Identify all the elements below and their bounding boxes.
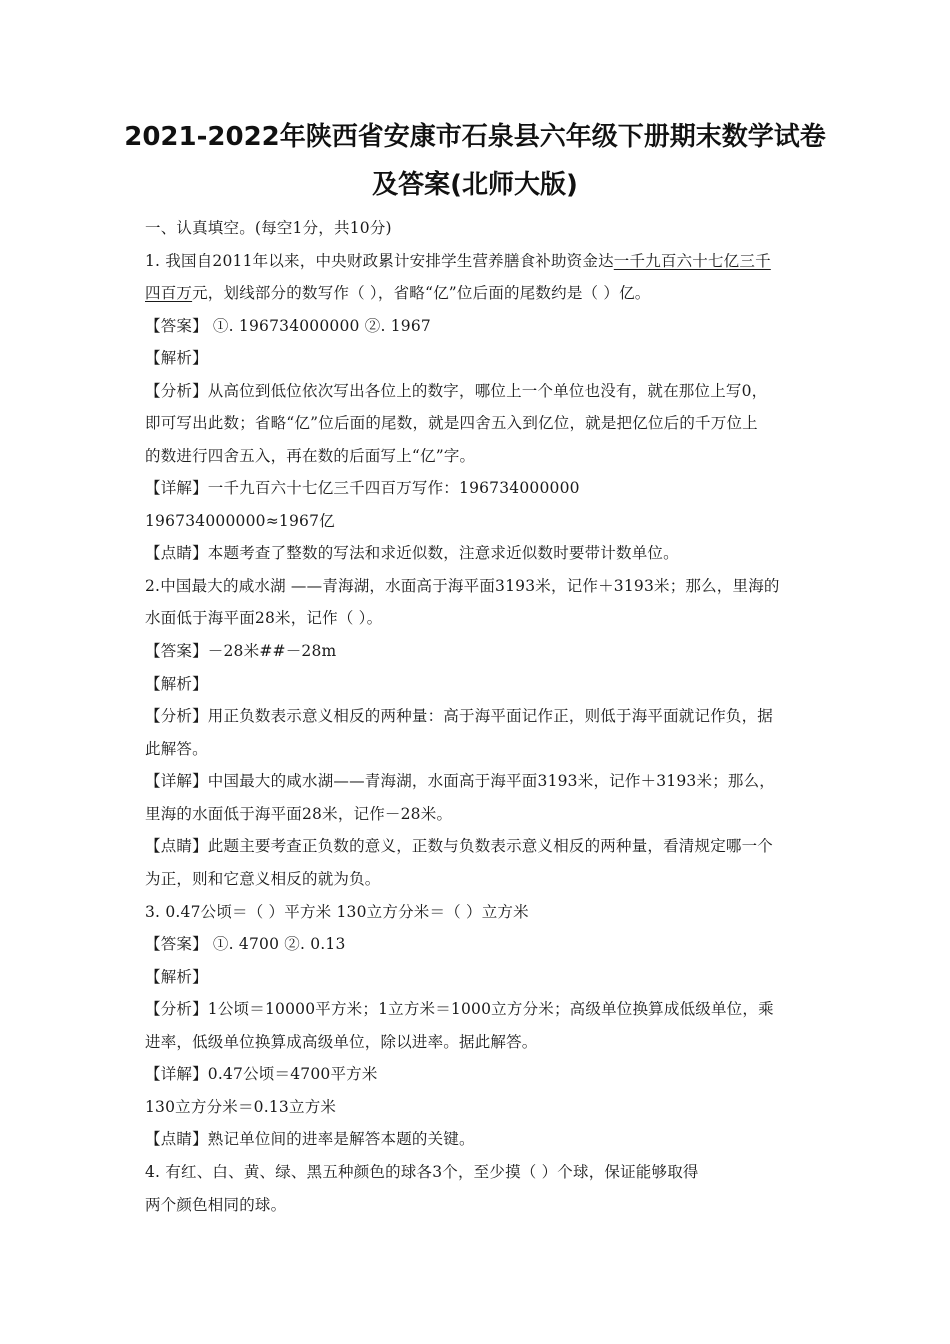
q1-fenxi-3: 的数进行四舍五入，再在数的后面写上“亿”字。	[145, 447, 476, 465]
q3-xiangjie-2: 130立方分米＝0.13立方米	[145, 1098, 337, 1116]
q1-underlined-number-cont: 四百万	[145, 284, 193, 302]
q2-dianjing-1: 【点睛】此题主要考查正负数的意义，正数与负数表示意义相反的两种量，看清规定哪一个	[145, 837, 774, 855]
q1-stem-line2	[145, 281, 650, 303]
q2-jiexi: 【解析】	[145, 675, 208, 693]
q2-fenxi-2: 此解答。	[145, 740, 208, 758]
q2-stem-line2: 水面低于海平面28米，记作（ ）。	[145, 609, 383, 627]
q2-stem-line1: 2.中国最大的咸水湖 ——青海湖，水面高于海平面3193米，记作＋3193米；那么，里海的	[145, 577, 780, 595]
q1-xiangjie-1: 【详解】一千九百六十七亿三千四百万写作：196734000000	[145, 479, 580, 497]
q3-fenxi-1: 【分析】1公顷＝10000平方米；1立方米＝1000立方分米；高级单位换算成低级单位，乘	[145, 1000, 774, 1018]
q3-jiexi: 【解析】	[145, 968, 208, 986]
q1-stem-text: 1. 我国自2011年以来，中央财政累计安排学生营养膳食补助资金达	[145, 252, 614, 270]
q3-stem: 3. 0.47公顷＝（ ）平方米 130立方分米＝（ ）立方米	[145, 903, 529, 921]
q2-dianjing-2: 为正，则和它意义相反的就为负。	[145, 870, 381, 888]
q4-stem-line2: 两个颜色相同的球。	[145, 1196, 287, 1214]
q1-answer: 【答案】 ①. 196734000000 ②. 1967	[145, 317, 431, 335]
q1-stem-line1	[145, 249, 771, 271]
q1-stem-text-cont: 元，划线部分的数写作（ ），省略“亿”位后面的尾数约是（ ）亿。	[192, 284, 651, 302]
q3-dianjing: 【点睛】熟记单位间的进率是解答本题的关键。	[145, 1130, 475, 1148]
q3-answer: 【答案】 ①. 4700 ②. 0.13	[145, 935, 346, 953]
doc-title-line2: 及答案(北师大版)	[372, 170, 578, 200]
q2-xiangjie-1: 【详解】中国最大的咸水湖——青海湖，水面高于海平面3193米，记作＋3193米；那么，	[145, 772, 775, 790]
q2-fenxi-1: 【分析】用正负数表示意义相反的两种量：高于海平面记作正，则低于海平面就记作负，据	[145, 707, 774, 725]
q2-xiangjie-2: 里海的水面低于海平面28米，记作－28米。	[145, 805, 453, 823]
q3-xiangjie-1: 【详解】0.47公顷＝4700平方米	[145, 1065, 378, 1083]
q1-underlined-number: 一千九百六十七亿三千	[613, 252, 771, 270]
q1-dianjing: 【点睛】本题考查了整数的写法和求近似数，注意求近似数时要带计数单位。	[145, 544, 679, 562]
q1-jiexi: 【解析】	[145, 349, 208, 367]
q4-stem-line1: 4. 有红、白、黄、绿、黑五种颜色的球各3个，至少摸（ ）个球，保证能够取得	[145, 1163, 699, 1181]
q1-fenxi-1: 【分析】从高位到低位依次写出各位上的数字，哪位上一个单位也没有，就在那位上写0，	[145, 382, 768, 400]
q1-fenxi-2: 即可写出此数；省略“亿”位后面的尾数，就是四舍五入到亿位，就是把亿位后的千万位上	[145, 414, 758, 432]
q2-answer: 【答案】－28米##－28m	[145, 642, 337, 660]
doc-title-line1: 2021-2022年陕西省安康市石泉县六年级下册期末数学试卷	[124, 122, 826, 152]
q3-fenxi-2: 进率，低级单位换算成高级单位，除以进率。据此解答。	[145, 1033, 538, 1051]
q1-xiangjie-2: 196734000000≈1967亿	[145, 512, 335, 530]
section-heading: 一、认真填空。(每空1分，共10分)	[145, 219, 392, 237]
